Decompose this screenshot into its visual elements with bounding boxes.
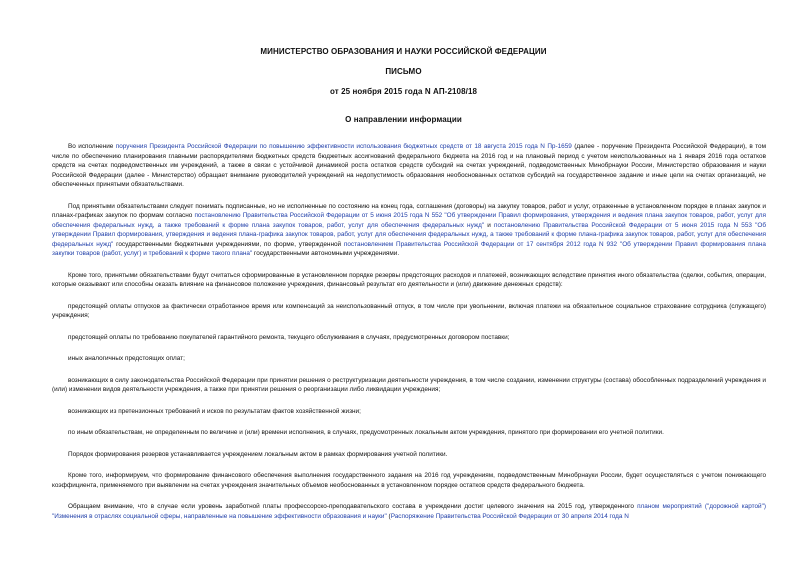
paragraph-text: Порядок формирования резервов устанавливается учреждением локальным актом в рамках формирования учетной политики. (68, 450, 448, 458)
paragraph (52, 271, 766, 290)
paragraph-text: государственными бюджетными учреждениями, по форме, утвержденной (113, 240, 344, 248)
document-link[interactable]: постановлению Правительства Российской Федерации от 5 июня 2015 года N 553 "Об утверждении Правил формирования, утверждения и ведения плана-графика закупок товаров, работ, услуг для обеспечения федеральных нужд, а также требований к форме плана-графика закупок товаров, работ, услуг для обеспечения федеральных нужд" (52, 221, 767, 248)
paragraph (52, 376, 766, 395)
paragraph-text: государственными автономными учреждениями. (252, 250, 400, 257)
paragraph-text: Обращаем внимание, что в случае если уровень заработной платы профессорско-преподавательского состава в учреждении достиг целевого значения на 2015 год, утвержденного (68, 503, 638, 510)
paragraph (52, 142, 766, 190)
paragraph-text: ( (386, 512, 391, 520)
paragraph (52, 202, 766, 259)
document-subject: О направлении информации (345, 115, 462, 124)
paragraph (52, 354, 766, 364)
paragraph-text: Во исполнение (68, 143, 116, 150)
document-link[interactable]: Распоряжение Правительства Российской Федерации от 30 апреля 2014 года N (390, 512, 629, 520)
paragraph-text: возникающих в силу законодательства Российской Федерации при принятии решения о реструктуризации деятельности учреждения, в том числе создании, изменении структуры (состава) обособленных подразделений учреждения и (или) изменении видов деятельности учреждения, а также при принятии решения о реорганизации либо ликвидации учреждения; (52, 376, 766, 393)
document-type: ПИСЬМО (385, 67, 422, 76)
paragraph (52, 502, 766, 521)
document-date-number: от 25 ноября 2015 года N АП-2108/18 (329, 87, 478, 96)
document-link[interactable]: постановлению Правительства Российской Федерации от 5 июня 2015 года N 552 "Об утверждении Правил формирования, утверждения и ведения плана закупок товаров, работ, услуг для обеспечения федеральных нужд, а также требований к форме плана закупок товаров, работ, услуг для обеспечения федеральных нужд" (52, 212, 766, 229)
document-link[interactable]: постановлением Правительства Российской Федерации от 17 сентября 2012 года N 932 "Об утверждении Правил формирования плана закупки товаров (работ, услуг) и требований к форме такого плана" (52, 240, 766, 257)
document-link[interactable]: планом мероприятий ("дорожной картой") "Изменения в отраслях социальной сферы, направленные на повышение эффективности образования и науки" (52, 503, 766, 520)
paragraph-text: Под принятыми обязательствами следует понимать подписанные, но не исполненные по состоянию на конец года, соглашения (договоры) на закупку товаров, работ и услуг, отраженные в установленном порядке в планах закупок и планах-графиках закупок по формам согласно (52, 202, 766, 219)
paragraph-text: по иным обязательствам, не определенным по величине и (или) времени исполнения, в случаях, предусмотренных локальным актом учреждения, принятого при формировании его учетной политики. (68, 429, 664, 436)
ministry-title: МИНИСТЕРСТВО ОБРАЗОВАНИЯ И НАУКИ РОССИЙСКОЙ ФЕДЕРАЦИИ (260, 47, 547, 56)
document-link[interactable]: поручения Президента Российской Федерации по повышению эффективности использования бюджетных средств от 18 августа 2015 года N Пр-1659 (115, 143, 572, 150)
paragraph (52, 450, 766, 460)
paragraph-text: возникающих из претензионных требований и исков по результатам фактов хозяйственной жизни; (68, 407, 361, 415)
paragraph (52, 407, 766, 417)
paragraph-text: Кроме того, информируем, что формирование финансового обеспечения выполнения государственного задания на 2016 год учреждениям, подведомственным Минобрнауки России, будет осуществляться с учетом понижающего коэффициента, применяемого при выявлении на счетах учреждения значительных объемов необоснованных в установленном порядке остатков средств федерального бюджета. (52, 472, 766, 489)
paragraph-text: Кроме того, принятыми обязательствами будут считаться сформированные в установленном порядке резервы предстоящих расходов и платежей, возникающих вследствие принятия иного обязательства (сделки, события, операции, которые оказывают или способны оказать влияние на финансовое положение учреждения, финансовый результат его деятельности и (или) движение денежных средств): (52, 271, 766, 288)
paragraph-text: предстоящей оплаты отпусков за фактически отработанное время или компенсаций за неиспользованный отпуск, в том числе при увольнении, включая платежи на обязательное социальное страхование сотрудника (служащего) учреждения; (52, 302, 766, 319)
paragraph-text: иных аналогичных предстоящих оплат; (68, 355, 185, 362)
paragraph (52, 471, 766, 490)
paragraph-text: (далее - поручение Президента Российской Федерации), в том числе по обеспечению планирования главными распорядителями бюджетных средств бюджетных ассигнований федерального бюджета на 2016 год и на плановый период с учетом неиспользованных на 1 января 2016 года остатков средств на счетах подведомственных им учреждений, а также в связи с устойчивой динамикой роста остатков средств субсидий на счетах учреждений, подведомственных Минобрнауки России, Министерство образования и науки Российской Федерации (далее - Министерство) обращает внимание руководителей учреждений на недопустимость образования необоснованных остатков субсидий на государственное задание и иные цели на счетах организаций, не обеспеченных принятыми обязательствами. (52, 143, 766, 188)
paragraph (52, 428, 766, 438)
paragraph (52, 333, 766, 343)
paragraph-text: и (484, 221, 495, 229)
document-body (52, 142, 766, 533)
paragraph (52, 302, 766, 321)
paragraph-text: предстоящей оплаты по требованию покупателей гарантийного ремонта, текущего обслуживания в случаях, предусмотренных договором поставки; (68, 333, 510, 341)
